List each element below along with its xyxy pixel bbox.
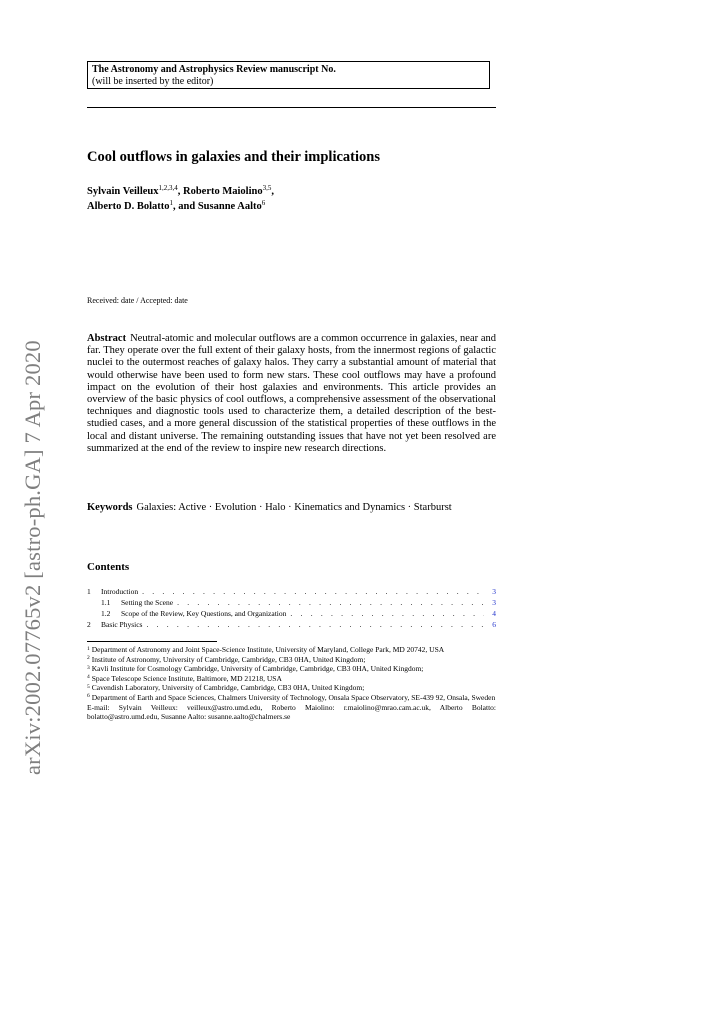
toc-page-link[interactable]: 3 — [492, 598, 496, 607]
toc-entry[interactable] — [87, 619, 496, 630]
toc-leader — [290, 608, 484, 619]
toc-number: 1.1 — [101, 598, 111, 607]
footnote — [87, 693, 496, 703]
footnote-mark: 1 — [87, 645, 90, 652]
toc-title: Scope of the Review, Key Questions, and Organization — [121, 609, 287, 618]
author-affiliation: 6 — [261, 199, 266, 207]
toc-leader — [146, 619, 484, 630]
footnote — [87, 664, 496, 674]
author-affiliation: 1 — [169, 199, 174, 207]
footnote — [87, 674, 496, 684]
author-separator: , — [271, 186, 274, 197]
footnote — [87, 683, 496, 693]
keywords-heading: Keywords — [87, 502, 133, 513]
toc-page-link[interactable]: 4 — [492, 609, 496, 618]
author-name: Roberto Maiolino — [182, 186, 263, 197]
paper-title: Cool outflows in galaxies and their implications — [87, 149, 380, 165]
footnote-text: Cavendish Laboratory, University of Cambridge, Cambridge, CB3 0HA, United Kingdom; — [91, 683, 365, 693]
footnote-mark: 2 — [87, 655, 90, 662]
author-list — [87, 184, 274, 214]
toc-leader — [177, 597, 484, 608]
author-line-1 — [87, 184, 274, 199]
author-affiliation: 1,2,3,4 — [158, 184, 178, 192]
author-name: Alberto D. Bolatto — [87, 201, 170, 212]
footnote-text: Space Telescope Science Institute, Baltimore, MD 21218, USA — [91, 673, 282, 683]
toc-entry[interactable] — [87, 608, 496, 619]
contents-heading: Contents — [87, 561, 130, 573]
footnote — [87, 645, 496, 655]
toc-title: Introduction — [101, 587, 139, 596]
toc-entry[interactable] — [87, 586, 496, 597]
received-line: Received: date / Accepted: date — [87, 296, 188, 305]
footnote-text: Kavli Institute for Cosmology Cambridge, University of Cambridge, Cambridge, CB3 0HA, United Kingdom; — [91, 664, 424, 674]
footnote-text: Department of Astronomy and Joint Space-Science Institute, University of Maryland, College Park, MD 20742, USA — [91, 645, 445, 654]
footnote — [87, 655, 496, 665]
author-separator: , — [177, 186, 183, 197]
toc-page-link[interactable]: 6 — [492, 620, 496, 629]
footnote-mark: 5 — [87, 683, 90, 690]
footnotes — [87, 645, 496, 722]
toc-title: Setting the Scene — [121, 598, 174, 607]
toc-entry[interactable] — [87, 597, 496, 608]
author-affiliation: 3,5 — [262, 184, 272, 192]
journal-header-box — [87, 61, 490, 89]
keywords — [87, 501, 496, 514]
header-rule — [87, 107, 496, 108]
table-of-contents — [87, 586, 496, 630]
abstract — [87, 333, 496, 455]
author-name: Sylvain Veilleux — [87, 186, 159, 197]
author-separator: , and — [173, 201, 198, 212]
footnote-text: Department of Earth and Space Sciences, Chalmers University of Technology, Onsala Space Observatory, SE-439 92, Onsala, Sweden — [91, 692, 496, 702]
author-line-2 — [87, 199, 274, 214]
toc-number: 1 — [87, 587, 91, 596]
toc-number: 1.2 — [101, 609, 111, 618]
footnote-mark: 4 — [87, 674, 90, 681]
footnote-mark: 3 — [87, 664, 90, 671]
toc-title: Basic Physics — [101, 620, 143, 629]
journal-name: The Astronomy and Astrophysics Review manuscript No. — [92, 64, 336, 75]
abstract-heading: Abstract — [87, 333, 127, 344]
editor-note: (will be inserted by the editor) — [92, 76, 214, 87]
footnote-rule — [87, 641, 217, 642]
author-name: Susanne Aalto — [197, 201, 262, 212]
toc-leader — [142, 586, 484, 597]
abstract-text: Neutral-atomic and molecular outflows are a common occurrence in galaxies, near and far. They operate over the full extent of their galaxy hosts, from the innermost regions of galactic nuclei to the outermost reaches of galaxy halos. They carry a substantial amount of material that would otherwise have been used to form new stars. These cool outflows may have a profound impact on the evolution of their host galaxies and environments. This article provides an overview of the basic physics of cool outflows, a comprehensive assessment of the observational techniques and diagnostic tools used to characterize them, a detailed description of the best-studied cases, and a more general discussion of the statistical properties of these outflows in the local and distant universe. The remaining outstanding issues that have not yet been resolved are summarized at the end of the review to inspire new research directions. — [87, 333, 496, 454]
arxiv-identifier: arXiv:2002.07765v2 [astro-ph.GA] 7 Apr 2020 — [20, 340, 45, 775]
footnote-text: Institute of Astronomy, University of Cambridge, Cambridge, CB3 0HA, United Kingdom; — [91, 654, 366, 664]
footnote-mark: 6 — [87, 693, 90, 700]
keywords-text: Galaxies: Active · Evolution · Halo · Kinematics and Dynamics · Starburst — [136, 502, 452, 513]
toc-number: 2 — [87, 620, 91, 629]
email-footnote: E-mail: Sylvain Veilleux: veilleux@astro.umd.edu, Roberto Maiolino: r.maiolino@mrao.cam.ac.uk, Alberto Bolatto: bolatto@astro.umd.edu, Susanne Aalto: susanne.aalto@chalmers.se — [87, 702, 496, 722]
toc-page-link[interactable]: 3 — [492, 587, 496, 596]
